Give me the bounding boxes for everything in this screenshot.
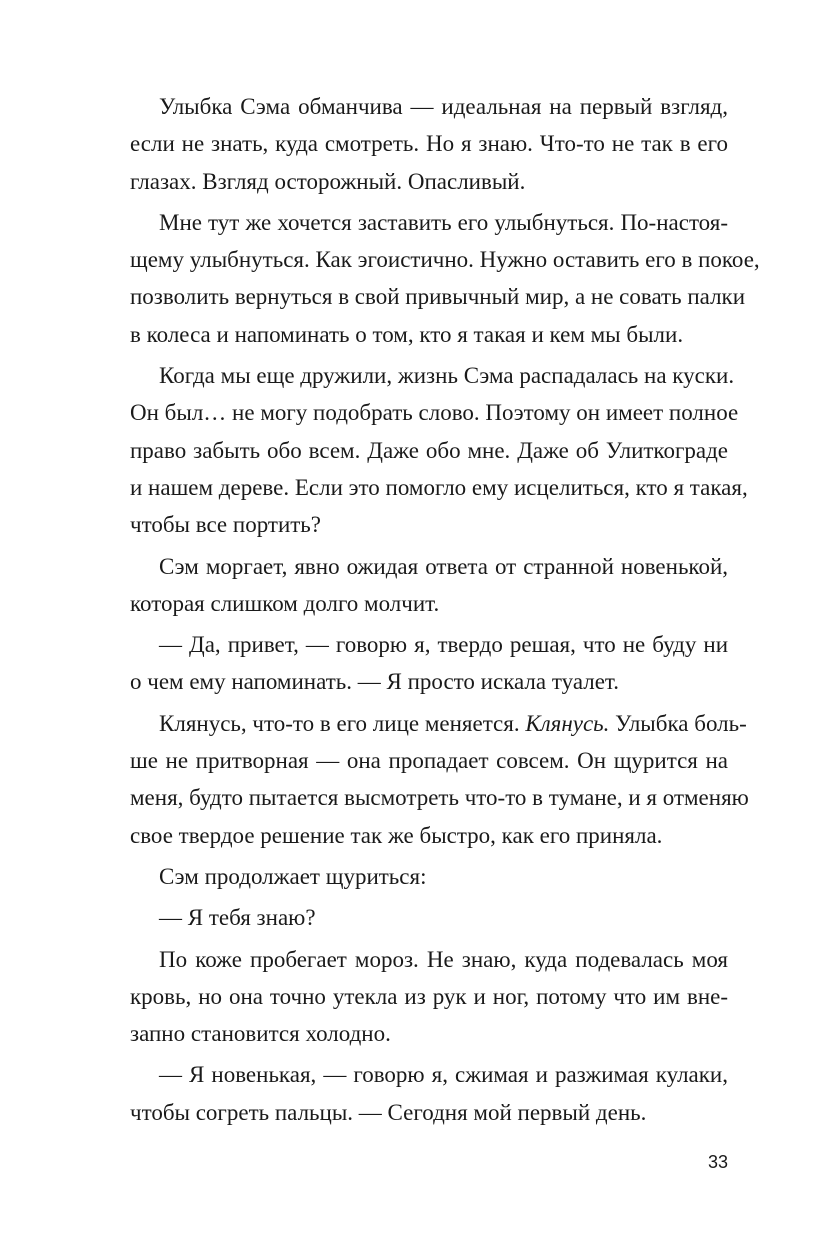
text-line: чтобы все портить?: [130, 512, 322, 538]
text-segment: Клянусь, что-то в его лице меняется.: [159, 710, 526, 736]
text-line: — Я новенькая, — говорю я, сжимая и разжимая кулаки,: [159, 1062, 728, 1088]
text-line: в колеса и напоминать о том, кто я такая и кем мы были.: [130, 321, 684, 347]
text-line: глазах. Взгляд осторожный. Опасливый.: [130, 168, 526, 194]
text-line: и нашем дереве. Если это помогло ему исцелиться, кто я такая,: [130, 474, 748, 500]
italic-text: Клянусь.: [525, 710, 610, 736]
text-line: о чем ему напоминать. — Я просто искала туалет.: [130, 669, 619, 695]
text-line: меня, будто пытается высмотреть что-то в тумане, и я отменяю: [130, 785, 749, 811]
text-line: [130, 705, 747, 742]
text-line: Сэм продолжает щуриться:: [159, 863, 427, 889]
text-line: Улыбка Сэма обманчива — идеальная на первый взгляд,: [159, 94, 728, 119]
text-line: Когда мы еще дружили, жизнь Сэма распадалась на куски.: [159, 363, 735, 389]
text-line: право забыть обо всем. Даже обо мне. Даже об Улиткограде: [130, 437, 728, 463]
page-number: 33: [707, 1152, 728, 1172]
text-line: если не знать, куда смотреть. Но я знаю. Что-то не так в его: [130, 131, 728, 157]
text-segment: Улыбка боль-: [609, 710, 747, 736]
text-line: По коже пробегает мороз. Не знаю, куда подевалась моя: [159, 946, 728, 972]
text-line: — Да, привет, — говорю я, твердо решая, что не буду ни: [159, 632, 728, 658]
text-line: чтобы согреть пальцы. — Сегодня мой первый день.: [130, 1099, 647, 1125]
text-line: Сэм моргает, явно ожидая ответа от странной новенькой,: [159, 553, 728, 579]
text-line: позволить вернуться в свой привычный мир, а не совать палки: [130, 284, 746, 310]
text-line: щему улыбнуться. Как эгоистично. Нужно оставить его в покое,: [130, 247, 760, 273]
text-line: Он был… не могу подобрать слово. Поэтому он имеет полное: [130, 400, 739, 426]
text-line: кровь, но она точно утекла из рук и ног, потому что им вне-: [130, 983, 728, 1009]
body-text: [130, 88, 760, 1131]
text-line: ше не притворная — она пропадает совсем. Он щурится на: [130, 748, 728, 774]
text-line: свое твердое решение так же быстро, как его приняла.: [130, 822, 663, 848]
text-line: — Я тебя знаю?: [159, 905, 316, 931]
text-line: Мне тут же хочется заставить его улыбнуться. По-настоя-: [159, 209, 728, 235]
text-line: запно становится холодно.: [130, 1021, 391, 1047]
text-line: которая слишком долго молчит.: [130, 590, 440, 616]
